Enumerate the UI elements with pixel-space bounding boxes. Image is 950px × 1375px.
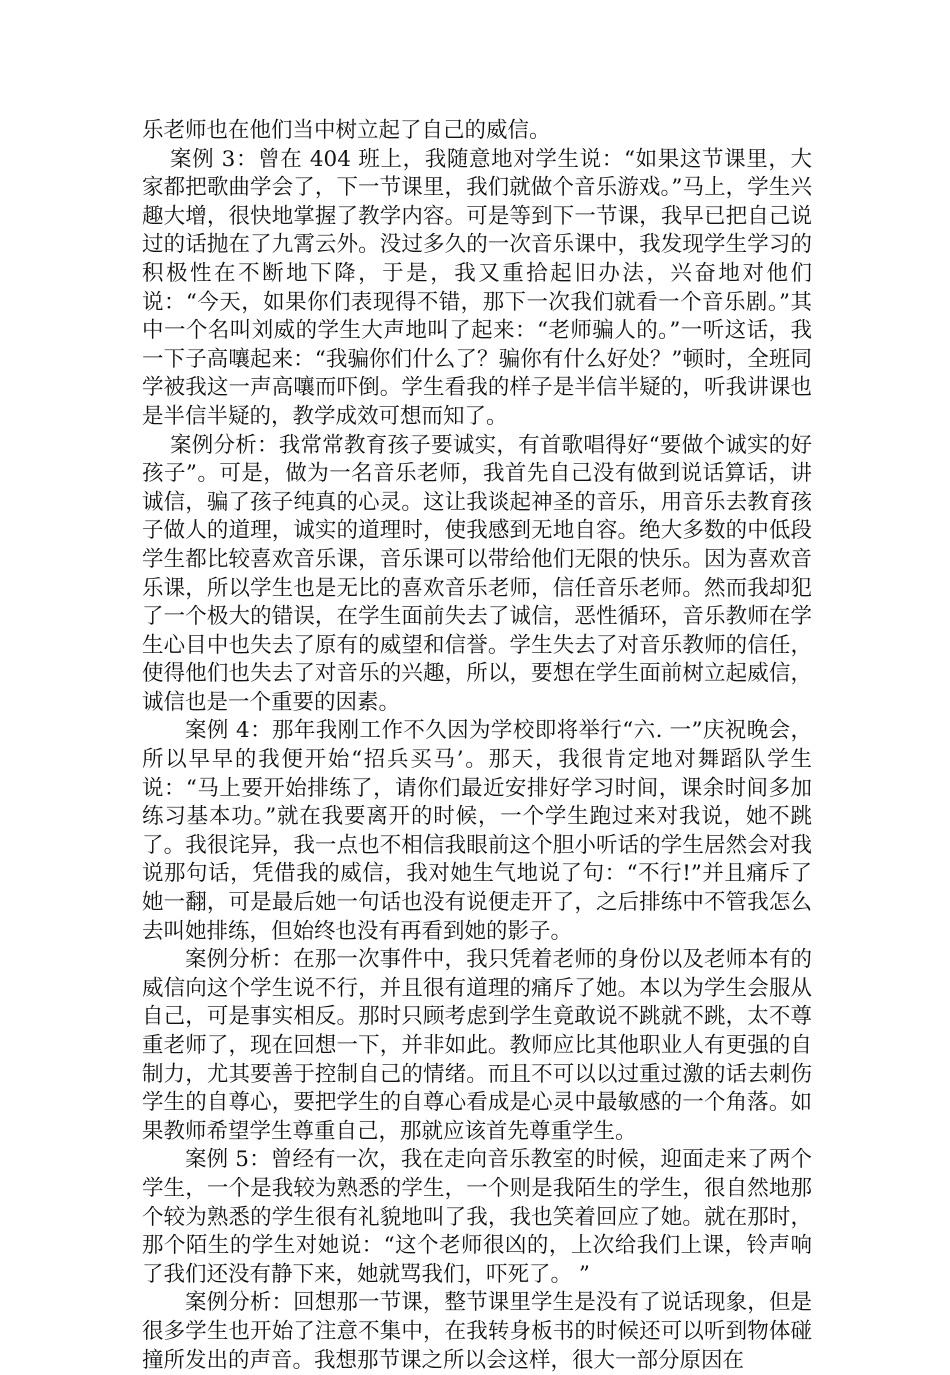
paragraph-case-4-analysis: 案例分析：在那一次事件中，我只凭着老师的身份以及老师本有的威信向这个学生说不行，并且很有道理的痛斥了她。本以为学生会服从自己，可是事实相反。那时只顾考虑到学生竟敢说不跳就不跳，太不尊重老师了，现在回想一下，并非如此。教师应比其他职业人有更强的自制力，尤其要善于控制自己的情绪。而且不可以以过重过激的话去刺伤学生的自尊心，要把学生的自尊心看成是心灵中最敏感的一个角落。如果教师希望学生尊重自己，那就应该首先尊重学生。 <box>142 947 812 1144</box>
paragraph-continuation: 乐老师也在他们当中树立起了自己的威信。 <box>142 118 551 143</box>
paragraph-case-5-analysis: 案例分析：回想那一节课，整节课里学生是没有了说话现象，但是很多学生也开始了注意不集中，在我转身板书的时候还可以听到物体碰撞所发出的声音。我想那节课之所以会这样，很大一部分原因在 <box>142 1290 812 1373</box>
paragraph-case-5: 案例 5：曾经有一次，我在走向音乐教室的时候，迎面走来了两个学生，一个是我较为熟悉的学生，一个则是我陌生的学生，很自然地那个较为熟悉的学生很有礼貌地叫了我，我也笑着回应了她。就在那时，那个陌生的学生对她说：“这个老师很凶的，上次给我们上课，铃声响了我们还没有静下来，她就骂我们，吓死了。 ” <box>142 1147 812 1287</box>
paragraph-case-4: 案例 4：那年我刚工作不久因为学校即将举行“六. 一”庆祝晚会，所以早早的我便开始“招兵买马’。那天，我很肯定地对舞蹈队学生说：“马上要开始排练了，请你们最近安排好学习时间，课余时间多加练习基本功。”就在我要离开的时候，一个学生跑过来对我说，她不跳了。我很诧异，我一点也不相信我眼前这个胆小听话的学生居然会对我说那句话，凭借我的威信，我对她生气地说了句：“不行!”并且痛斥了她一翻，可是最后她一句话也没有说便走开了，之后排练中不管我怎么去叫她排练，但始终也没有再看到她的影子。 <box>142 718 812 944</box>
paragraph-case-3-analysis: 案例分析：我常常教育孩子要诚实，有首歌唱得好“要做个诚实的好孩子”。可是，做为一名音乐老师，我首先自己没有做到说话算话，讲诚信，骗了孩子纯真的心灵。这让我谈起神圣的音乐，用音乐去教育孩子做人的道理，诚实的道理时，使我感到无地自容。绝大多数的中低段学生都比较喜欢音乐课，音乐课可以带给他们无限的快乐。因为喜欢音乐课，所以学生也是无比的喜欢音乐老师，信任音乐老师。然而我却犯了一个极大的错误，在学生面前失去了诚信，恶性循环，音乐教师在学生心目中也失去了原有的威望和信誉。学生失去了对音乐教师的信任，使得他们也失去了对音乐的兴趣，所以，要想在学生面前树立起威信，诚信也是一个重要的因素。 <box>142 432 812 715</box>
paragraph-case-3: 案例 3：曾在 404 班上，我随意地对学生说：“如果这节课里，大家都把歌曲学会了，下一节课里，我们就做个音乐游戏。”马上，学生兴趣大增，很快地掌握了教学内容。可是等到下一节课，我早已把自己说过的话抛在了九霄云外。没过多久的一次音乐课中，我发现学生学习的积极性在不断地下降，于是，我又重拾起旧办法，兴奋地对他们说：“今天，如果你们表现得不错，那下一次我们就看一个音乐剧。”其中一个名叫刘威的学生大声地叫了起来：“老师骗人的。”一听这话，我一下子高嚷起来：“我骗你们什么了？骗你有什么好处？”顿时，全班同学被我这一声高嚷而吓倒。学生看我的样子是半信半疑的，听我讲课也是半信半疑的，教学成效可想而知了。 <box>142 146 812 429</box>
document-body <box>142 117 812 1375</box>
